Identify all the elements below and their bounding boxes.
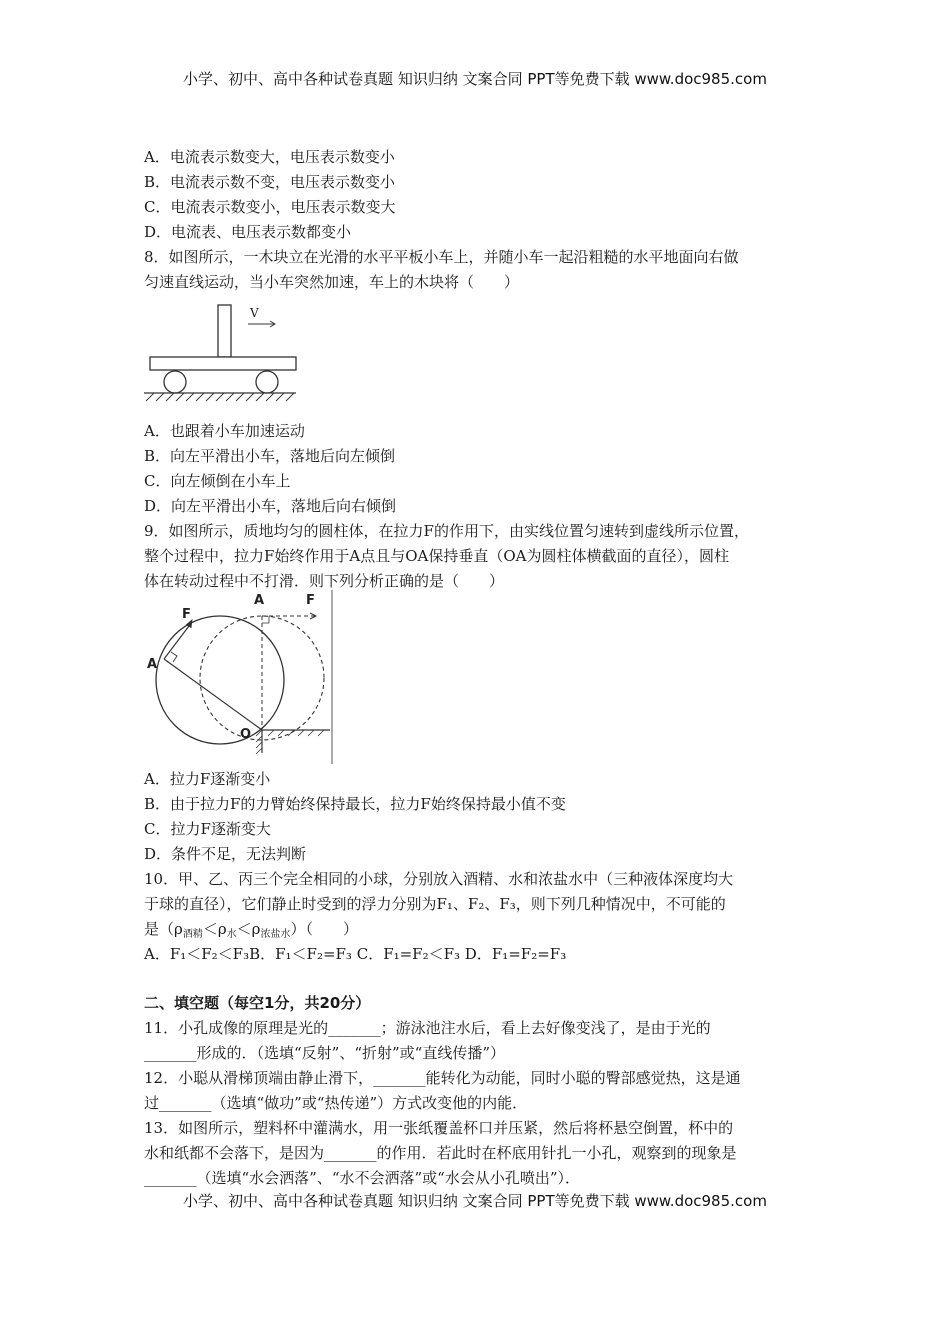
- label-a-solid: A: [147, 657, 158, 672]
- q13-line2: 水和纸都不会落下，是因为_______的作用．若此时在杯底用针扎一小孔，观察到的现象是: [144, 1144, 737, 1162]
- q11-line2: _______形成的．（选填“反射”、“折射”或“直线传播”）: [144, 1044, 506, 1062]
- section2-title: 二、填空题（每空1分，共20分）: [144, 994, 371, 1012]
- q8-cart-figure: [144, 300, 304, 410]
- q12-line1: 12．小聪从滑梯顶端由静止滑下，_______能转化为动能，同时小聪的臀部感觉热，这是通: [144, 1069, 741, 1087]
- q7-option-c: C．电流表示数变小，电压表示数变大: [144, 198, 396, 216]
- force-f-arrow-solid: [164, 622, 192, 659]
- q12-line2: 过_______（选填“做功”或“热传递”）方式改变他的内能．: [144, 1094, 528, 1112]
- q10-stem-line1: 10．甲、乙、丙三个完全相同的小球，分别放入酒精、水和浓盐水中（三种液体深度均大: [144, 870, 734, 888]
- q8-stem-line1: 8．如图所示，一木块立在光滑的水平平板小车上，并随小车一起沿粗糙的水平地面向右做: [144, 248, 739, 266]
- q9-stem-line3: 体在转动过程中不打滑．则下列分析正确的是（ ）: [144, 572, 505, 590]
- q9-option-b: B．由于拉力F的力臂始终保持最长，拉力F始终保持最小值不变: [144, 795, 566, 813]
- label-f-solid: F: [182, 607, 191, 622]
- q13-line3: _______（选填“水会洒落”、“水不会洒落”或“水会从小孔喷出”）．: [144, 1169, 581, 1187]
- q8-stem-line2: 匀速直线运动，当小车突然加速，车上的木块将（ ）: [144, 273, 520, 291]
- label-a-dashed: A: [254, 593, 265, 608]
- q10-sub-alcohol: 酒精: [182, 929, 203, 940]
- wheel-left: [164, 371, 186, 393]
- q10-options: A．F₁＜F₂＜F₃B．F₁＜F₂=F₃ C．F₁=F₂＜F₃ D．F₁=F₂=F₃: [144, 945, 567, 963]
- q7-option-d: D．电流表、电压表示数都变小: [144, 223, 352, 241]
- q9-cylinder-figure: [144, 588, 344, 768]
- q8-option-a: A．也跟着小车加速运动: [144, 422, 305, 440]
- q10-stem-line2: 于球的直径），它们静止时受到的浮力分别为F₁、F₂、F₃，则下列几种情况中，不可能的: [144, 895, 726, 913]
- q9-stem-line2: 整个过程中，拉力F始终作用于A点且与OA保持垂直（OA为圆柱体横截面的直径），圆柱: [144, 547, 730, 565]
- velocity-label: V: [250, 306, 259, 320]
- q9-option-c: C．拉力F逐渐变大: [144, 820, 271, 838]
- q9-stem-line1: 9．如图所示，质地均匀的圆柱体，在拉力F的作用下，由实线位置匀速转到虚线所示位置，: [144, 522, 749, 540]
- q8-option-c: C．向左倾倒在小车上: [144, 472, 291, 490]
- diameter-oa: [164, 659, 262, 730]
- q10-sub-water: 水: [226, 929, 237, 940]
- cart-plate: [150, 357, 296, 370]
- q8-option-b: B．向左平滑出小车，落地后向左倾倒: [144, 447, 396, 465]
- q13-line1: 13．如图所示，塑料杯中灌满水，用一张纸覆盖杯口并压紧，然后将杯悬空倒置，杯中的: [144, 1119, 734, 1137]
- q10-prefix: 是（ρ: [144, 920, 183, 938]
- q10-suffix: ）（ ）: [290, 920, 358, 938]
- page-footer: 小学、初中、高中各种试卷真题 知识归纳 文案合同 PPT等免费下载 www.doc985.com: [183, 1192, 767, 1210]
- q10-stem-line3: [144, 919, 358, 945]
- wheel-right: [256, 371, 278, 393]
- q11-line1: 11．小孔成像的原理是光的_______；游泳池注水后，看上去好像变浅了，是由于光的: [144, 1019, 711, 1037]
- q9-option-a: A．拉力F逐渐变小: [144, 770, 271, 788]
- q7-option-b: B．电流表示数不变，电压表示数变小: [144, 173, 396, 191]
- q10-sub-brine: 浓盐水: [260, 929, 291, 940]
- page-header: 小学、初中、高中各种试卷真题 知识归纳 文案合同 PPT等免费下载 www.doc985.com: [183, 70, 767, 88]
- cylinder-solid: [156, 616, 284, 744]
- q10-lt-1: ＜ρ: [202, 920, 227, 938]
- q8-option-d: D．向左平滑出小车，落地后向右倾倒: [144, 497, 397, 515]
- q10-lt-2: ＜ρ: [236, 920, 261, 938]
- label-f-dashed: F: [306, 593, 315, 608]
- label-o: O: [240, 727, 252, 742]
- q9-option-d: D．条件不足，无法判断: [144, 845, 307, 863]
- q7-option-a: A．电流表示数变大，电压表示数变小: [144, 148, 395, 166]
- wood-block: [218, 305, 231, 357]
